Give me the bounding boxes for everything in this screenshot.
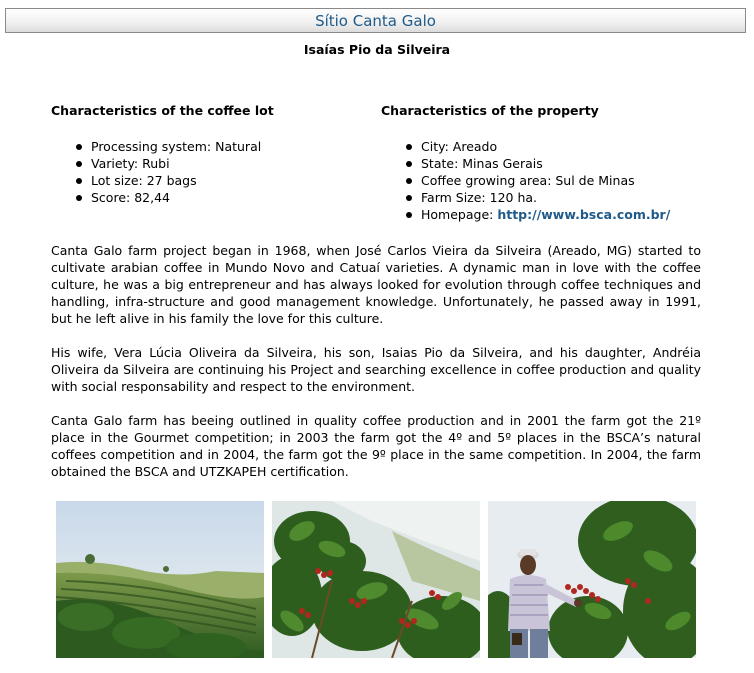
homepage-link[interactable]: http://www.bsca.com.br/ <box>497 207 671 222</box>
property-homepage-item <box>421 206 711 223</box>
coffee-lot-heading: Characteristics of the coffee lot <box>51 103 274 118</box>
property-heading: Characteristics of the property <box>381 103 599 118</box>
property-area-item: Coffee growing area: Sul de Minas <box>421 172 711 189</box>
lot-score-item: Score: 82,44 <box>91 189 371 206</box>
property-city-item: City: Areado <box>421 138 711 155</box>
producer-name: Isaías Pio da Silveira <box>303 42 451 57</box>
page-title-bar <box>5 8 746 33</box>
lot-processing-item: Processing system: Natural <box>91 138 371 155</box>
photo-gallery <box>56 501 696 658</box>
page-title: Sítio Canta Galo <box>315 12 436 30</box>
description-paragraph-awards: Canta Galo farm has beeing outlined in quality coffee production and in 2001 the farm got the 21º place in the Gourmet competition; in 2003 the farm got the 4º and 5º places in the BSCA’s natural coffees competition and in 2004, the farm got the 9º place in the same competition. In 2004, the farm obtained the BSCA and UTZKAPEH certification. <box>51 413 701 479</box>
description-paragraph-history: Canta Galo farm project began in 1968, when José Carlos Vieira da Silveira (Areado, MG) started to cultivate arabian coffee in Mundo Novo and Catuaí varieties. A dynamic man in love with the coffee culture, he was a big entrepreneur and has always looked for evolution through coffee techniques and handling, infra-structure and good management knowledge. Unfortunately, he passed away in 1991, but he left alive in his family the love for this culture. <box>51 243 701 326</box>
lot-size-item: Lot size: 27 bags <box>91 172 371 189</box>
farm-description <box>51 242 701 497</box>
homepage-label: Homepage: <box>421 207 498 222</box>
property-list <box>381 138 711 223</box>
coffee-lot-section <box>51 103 371 206</box>
coffee-lot-list <box>51 138 371 206</box>
lot-variety-item: Variety: Rubi <box>91 155 371 172</box>
coffee-plant-photo <box>272 501 480 658</box>
coffee-harvest-photo <box>488 501 696 658</box>
property-section <box>381 103 711 223</box>
coffee-field-photo <box>56 501 264 658</box>
description-paragraph-family: His wife, Vera Lúcia Oliveira da Silveira, his son, Isaias Pio da Silveira, and his daughter, Andréia Oliveira da Silveira are continuing his Project and searching excellence in coffee production and quality with social responsability and respect to the environment. <box>51 345 701 394</box>
property-state-item: State: Minas Gerais <box>421 155 711 172</box>
property-size-item: Farm Size: 120 ha. <box>421 189 711 206</box>
